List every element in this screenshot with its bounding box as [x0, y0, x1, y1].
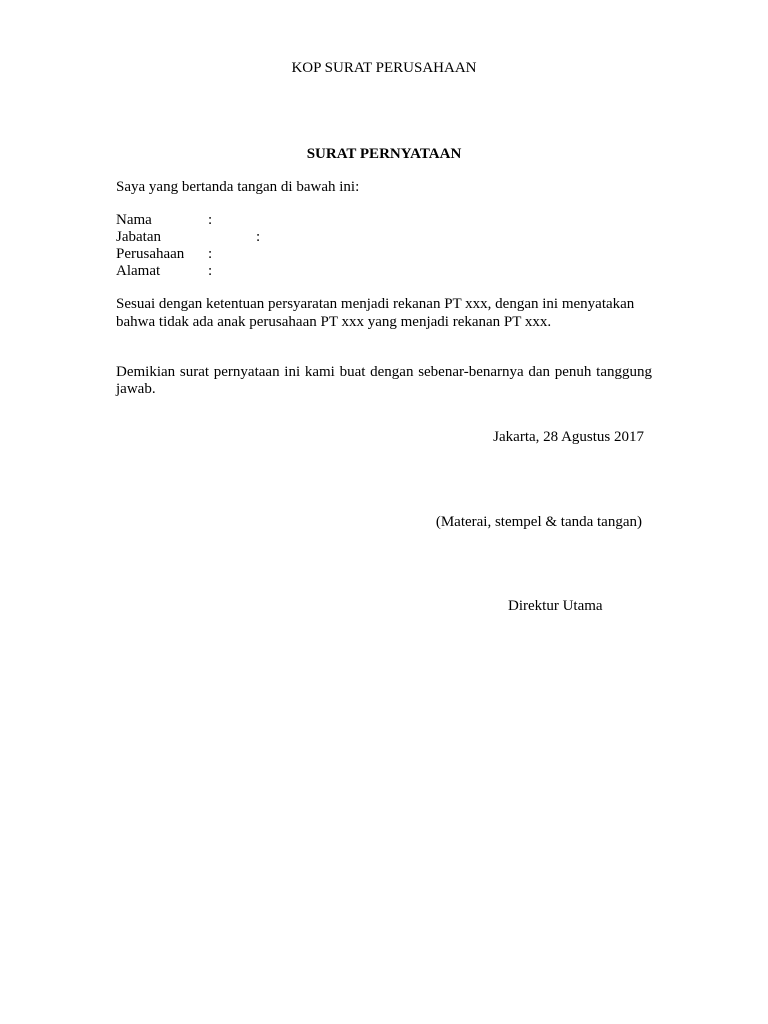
signature-stamp-note: (Materai, stempel & tanda tangan): [435, 514, 642, 530]
document-title: SURAT PERNYATAAN: [306, 146, 462, 162]
field-separator-alamat: :: [208, 263, 213, 279]
statement-line-1: Sesuai dengan ketentuan persyaratan menjadi rekanan PT xxx, dengan ini menyatakan: [116, 296, 635, 312]
field-label-jabatan: Jabatan: [116, 229, 161, 245]
signatory-title: Direktur Utama: [508, 598, 603, 614]
letterhead: KOP SURAT PERUSAHAAN: [291, 60, 477, 76]
opening-sentence: Saya yang bertanda tangan di bawah ini:: [116, 179, 360, 195]
place-and-date: Jakarta, 28 Agustus 2017: [493, 429, 644, 445]
field-label-alamat: Alamat: [116, 263, 161, 279]
field-separator-jabatan: :: [256, 229, 261, 245]
statement-line-2: bahwa tidak ada anak perusahaan PT xxx yang menjadi rekanan PT xxx.: [116, 314, 552, 330]
field-separator-perusahaan: :: [208, 246, 213, 262]
field-separator-nama: :: [208, 212, 213, 228]
closing-paragraph: Demikian surat pernyataan ini kami buat dengan sebenar-benarnya dan penuh tanggung jawab.: [116, 364, 652, 397]
field-label-nama: Nama: [116, 212, 152, 228]
field-label-perusahaan: Perusahaan: [116, 246, 185, 262]
